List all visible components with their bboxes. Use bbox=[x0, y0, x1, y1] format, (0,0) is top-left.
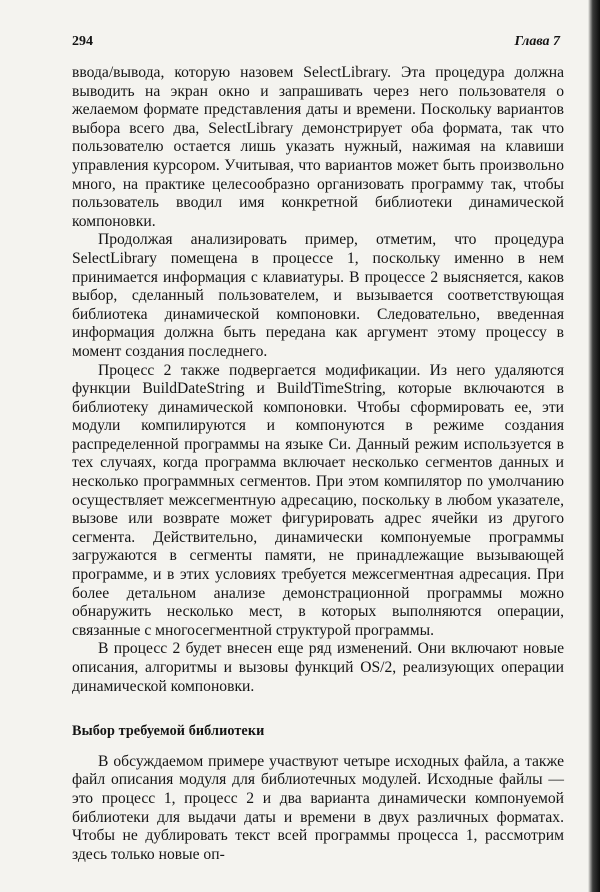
page-number: 294 bbox=[72, 34, 93, 49]
section-paragraph: В обсуждаемом примере участвуют четыре исходных файла, а также файл описания модуля для библиотечных модулей. Исходные файлы — это процесс 1, процесс 2 и два варианта динамически компонуемой библиотеки для выдачи даты и времени в двух различных форматах. Чтобы не дублировать текст всей программы процесса 1, рассмотрим здесь только новые оп- bbox=[72, 752, 564, 863]
paragraph: В процесс 2 будет внесен еще ряд изменений. Они включают новые описания, алгоритмы и вызовы функций OS/2, реализующих операции динамической компоновки. bbox=[72, 640, 564, 695]
page-body bbox=[72, 64, 564, 864]
section-heading: Выбор требуемой библиотеки bbox=[72, 723, 265, 740]
paragraph: Продолжая анализировать пример, отметим, что процедура SelectLibrary помещена в процессе 1, поскольку именно в нем принимается информация с клавиатуры. В процессе 2 выясняется, каков выбор, сделанный пользователем, и вызывается соответствующая библиотека динамической компоновки. Следовательно, введенная информация должна быть передана как аргумент этому процессу в момент создания последнего. bbox=[72, 231, 564, 360]
chapter-label: Глава 7 bbox=[514, 34, 560, 49]
paragraph: ввода/вывода, которую назовем SelectLibrary. Эта процедура должна выводить на экран окно и запрашивать через него пользователя о желаемом формате представления даты и времени. Поскольку вариантов выбора всего два, SelectLibrary демонстрирует оба формата, так что пользователю остается лишь указать нужный, нажимая на клавиши управления курсором. Учитывая, что вариантов может быть произвольно много, на практике целесообразно организовать программу так, чтобы пользователь вводил имя конкретной библиотеки динамической компоновки. bbox=[72, 64, 564, 230]
paragraph: Процесс 2 также подвергается модификации. Из него удаляются функции BuildDateString и BuildTimeString, которые включаются в библиотеку динамической компоновки. Чтобы сформировать ее, эти модули компилируются и компонуются в режиме создания распределенной программы на языке Си. Данный режим используется в тех случаях, когда программа включает несколько сегментов данных и несколько программных сегментов. При этом компилятор по умолчанию осуществляет межсегментную адресацию, поскольку в любом указателе, вызове или возврате может фигурировать адрес ячейки из другого сегмента. Действительно, динамически компонуемые программы загружаются в сегменты памяти, не принадлежащие вызывающей программе, и в этих условиях требуется межсегментная адресация. При более детальном анализе демонстрационной программы можно обнаружить несколько мест, в которых выполняются операции, связанные с многосегментной структурой программы. bbox=[72, 361, 564, 639]
page-header bbox=[72, 34, 560, 54]
page-edge-shadow bbox=[588, 0, 600, 892]
